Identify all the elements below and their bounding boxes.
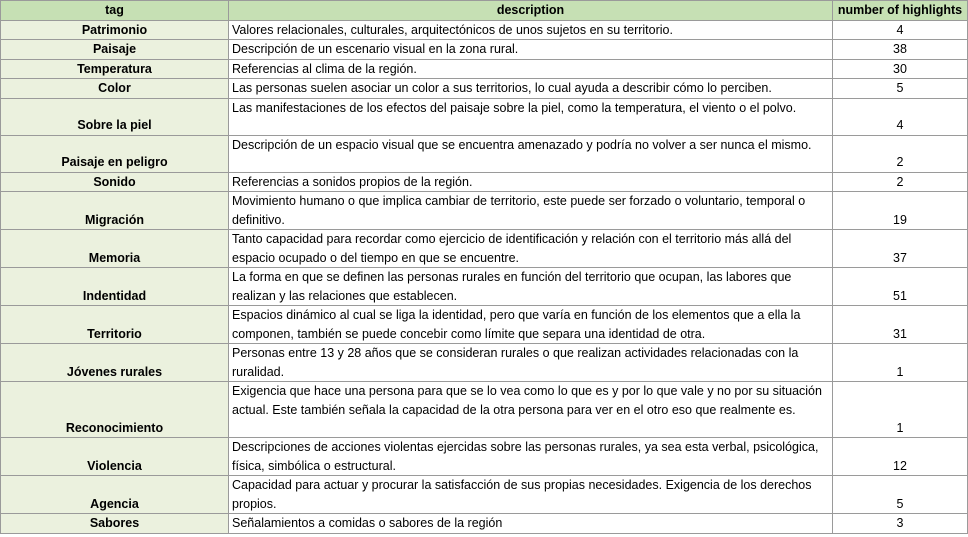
table-row	[1, 476, 968, 514]
tag-cell: Patrimonio	[1, 20, 229, 40]
highlight-count-cell: 1	[833, 344, 968, 382]
tag-cell: Jóvenes rurales	[1, 344, 229, 382]
highlight-count-cell: 37	[833, 230, 968, 268]
description-cell: Las personas suelen asociar un color a sus territorios, lo cual ayuda a describir cómo lo perciben.	[229, 79, 833, 99]
table-row	[1, 382, 968, 438]
table-row	[1, 172, 968, 192]
highlight-count-cell: 1	[833, 382, 968, 438]
description-cell: Exigencia que hace una persona para que se lo vea como lo que es y por lo que vale y no por su situación actual. Este también señala la capacidad de la otra persona para ver en el otro eso que realmente es.	[229, 382, 833, 438]
table-row	[1, 344, 968, 382]
description-cell: Descripciones de acciones violentas ejercidas sobre las personas rurales, ya sea esta verbal, psicológica, física, simbólica o estructural.	[229, 438, 833, 476]
highlight-count-cell: 12	[833, 438, 968, 476]
tag-cell: Temperatura	[1, 59, 229, 79]
highlight-count-cell: 51	[833, 268, 968, 306]
description-cell: Valores relacionales, culturales, arquitectónicos de unos sujetos en su territorio.	[229, 20, 833, 40]
description-cell: Señalamientos a comidas o sabores de la región	[229, 514, 833, 534]
highlight-count-cell: 31	[833, 306, 968, 344]
tag-cell: Sonido	[1, 172, 229, 192]
tag-cell: Indentidad	[1, 268, 229, 306]
highlight-count-cell: 30	[833, 59, 968, 79]
highlight-count-cell: 2	[833, 135, 968, 172]
description-cell: Descripción de un escenario visual en la zona rural.	[229, 40, 833, 60]
table-row	[1, 79, 968, 99]
table-row	[1, 40, 968, 60]
tag-cell: Reconocimiento	[1, 382, 229, 438]
description-cell: Personas entre 13 y 28 años que se consideran rurales o que realizan actividades relacionadas con la ruralidad.	[229, 344, 833, 382]
description-cell: Capacidad para actuar y procurar la satisfacción de sus propias necesidades. Exigencia de los derechos propios.	[229, 476, 833, 514]
table-row	[1, 514, 968, 534]
table-row	[1, 20, 968, 40]
highlight-count-cell: 2	[833, 172, 968, 192]
description-cell: Espacios dinámico al cual se liga la identidad, pero que varía en función de los elementos que a ella la componen, también se puede concebir como límite que separa una identidad de otra.	[229, 306, 833, 344]
table-row	[1, 59, 968, 79]
tag-cell: Migración	[1, 192, 229, 230]
table-row	[1, 230, 968, 268]
description-cell: Las manifestaciones de los efectos del paisaje sobre la piel, como la temperatura, el viento o el polvo.	[229, 98, 833, 135]
tag-cell: Agencia	[1, 476, 229, 514]
highlight-count-cell: 38	[833, 40, 968, 60]
description-cell: Referencias al clima de la región.	[229, 59, 833, 79]
header-description: description	[229, 1, 833, 21]
header-row	[1, 1, 968, 21]
description-cell: Referencias a sonidos propios de la región.	[229, 172, 833, 192]
table-body	[1, 20, 968, 533]
tag-cell: Memoria	[1, 230, 229, 268]
description-cell: Descripción de un espacio visual que se encuentra amenazado y podría no volver a ser nunca el mismo.	[229, 135, 833, 172]
header-tag: tag	[1, 1, 229, 21]
tag-cell: Paisaje en peligro	[1, 135, 229, 172]
highlight-count-cell: 5	[833, 79, 968, 99]
table-row	[1, 306, 968, 344]
highlight-count-cell: 5	[833, 476, 968, 514]
header-count: number of highlights	[833, 1, 968, 21]
table-row	[1, 98, 968, 135]
table-row	[1, 268, 968, 306]
highlight-count-cell: 4	[833, 98, 968, 135]
tag-cell: Violencia	[1, 438, 229, 476]
tag-cell: Sabores	[1, 514, 229, 534]
table-row	[1, 192, 968, 230]
table-header	[1, 1, 968, 21]
description-cell: Tanto capacidad para recordar como ejercicio de identificación y relación con el territorio más allá del espacio ocupado o del tiempo en que se encuentre.	[229, 230, 833, 268]
table-row	[1, 438, 968, 476]
highlight-count-cell: 4	[833, 20, 968, 40]
highlight-count-cell: 3	[833, 514, 968, 534]
description-cell: Movimiento humano o que implica cambiar de territorio, este puede ser forzado o voluntario, temporal o definitivo.	[229, 192, 833, 230]
tag-cell: Color	[1, 79, 229, 99]
tag-cell: Sobre la piel	[1, 98, 229, 135]
description-cell: La forma en que se definen las personas rurales en función del territorio que ocupan, las labores que realizan y las relaciones que establecen.	[229, 268, 833, 306]
table-row	[1, 135, 968, 172]
tag-cell: Paisaje	[1, 40, 229, 60]
tag-cell: Territorio	[1, 306, 229, 344]
highlight-count-cell: 19	[833, 192, 968, 230]
